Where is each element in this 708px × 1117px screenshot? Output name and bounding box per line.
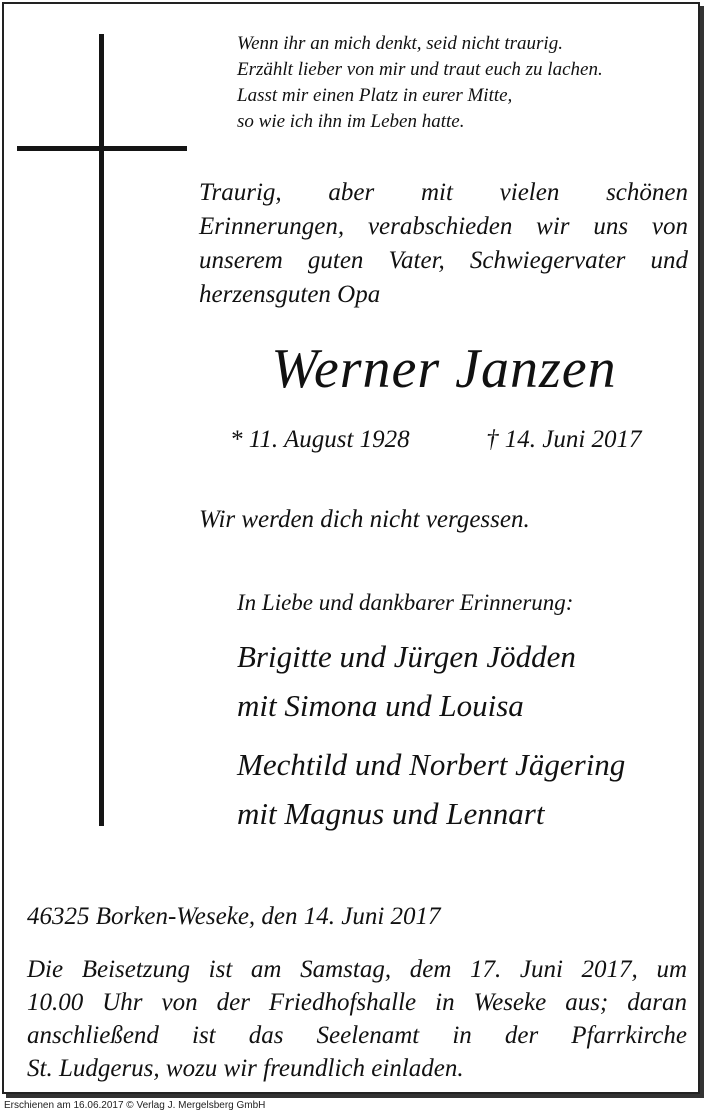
deceased-name: Werner Janzen [271, 338, 617, 400]
mourner-line: mit Magnus und Lennart [237, 796, 545, 831]
frame-shadow-right [700, 6, 704, 1098]
intro-line: unserem guten Vater, Schwiegervater und [199, 247, 688, 274]
intro-line: herzensguten Opa [199, 281, 381, 308]
burial-line: 10.00 Uhr von der Friedhofshalle in Weseke aus; daran [27, 989, 687, 1016]
poem-line: Erzählt lieber von mir und traut euch zu lachen. [237, 59, 603, 80]
intro-text [199, 176, 688, 312]
place-date: 46325 Borken-Weseke, den 14. Juni 2017 [27, 903, 441, 930]
farewell-line: Wir werden dich nicht vergessen. [199, 506, 530, 533]
intro-line: Traurig, aber mit vielen schönen [199, 179, 688, 206]
mourner-line: mit Simona und Louisa [237, 688, 524, 723]
intro-line: Erinnerungen, verabschieden wir uns von [199, 213, 688, 240]
publication-footer: Erschienen am 16.06.2017 © Verlag J. Mergelsberg GmbH [4, 1100, 266, 1111]
frame-shadow-bottom [6, 1094, 704, 1098]
burial-notice [27, 953, 687, 1085]
poem-line: Lasst mir einen Platz in eurer Mitte, [237, 85, 513, 106]
mourner-line: Mechtild und Norbert Jägering [237, 747, 626, 782]
cross-vertical-bar [99, 34, 104, 826]
burial-line: anschließend ist das Seelenamt in der Pfarrkirche [27, 1022, 687, 1049]
mourners-intro: In Liebe und dankbarer Erinnerung: [237, 590, 574, 615]
birth-date: * 11. August 1928 [230, 426, 410, 453]
death-date: † 14. Juni 2017 [486, 426, 642, 453]
poem-line: Wenn ihr an mich denkt, seid nicht traurig. [237, 33, 563, 54]
mourner-line: Brigitte und Jürgen Jödden [237, 639, 576, 674]
burial-line: Die Beisetzung ist am Samstag, dem 17. Juni 2017, um [27, 956, 687, 983]
poem [237, 31, 697, 135]
cross-horizontal-bar [17, 146, 187, 151]
poem-line: so wie ich ihn im Leben hatte. [237, 111, 465, 132]
burial-line: St. Ludgerus, wozu wir freundlich einladen. [27, 1055, 464, 1082]
